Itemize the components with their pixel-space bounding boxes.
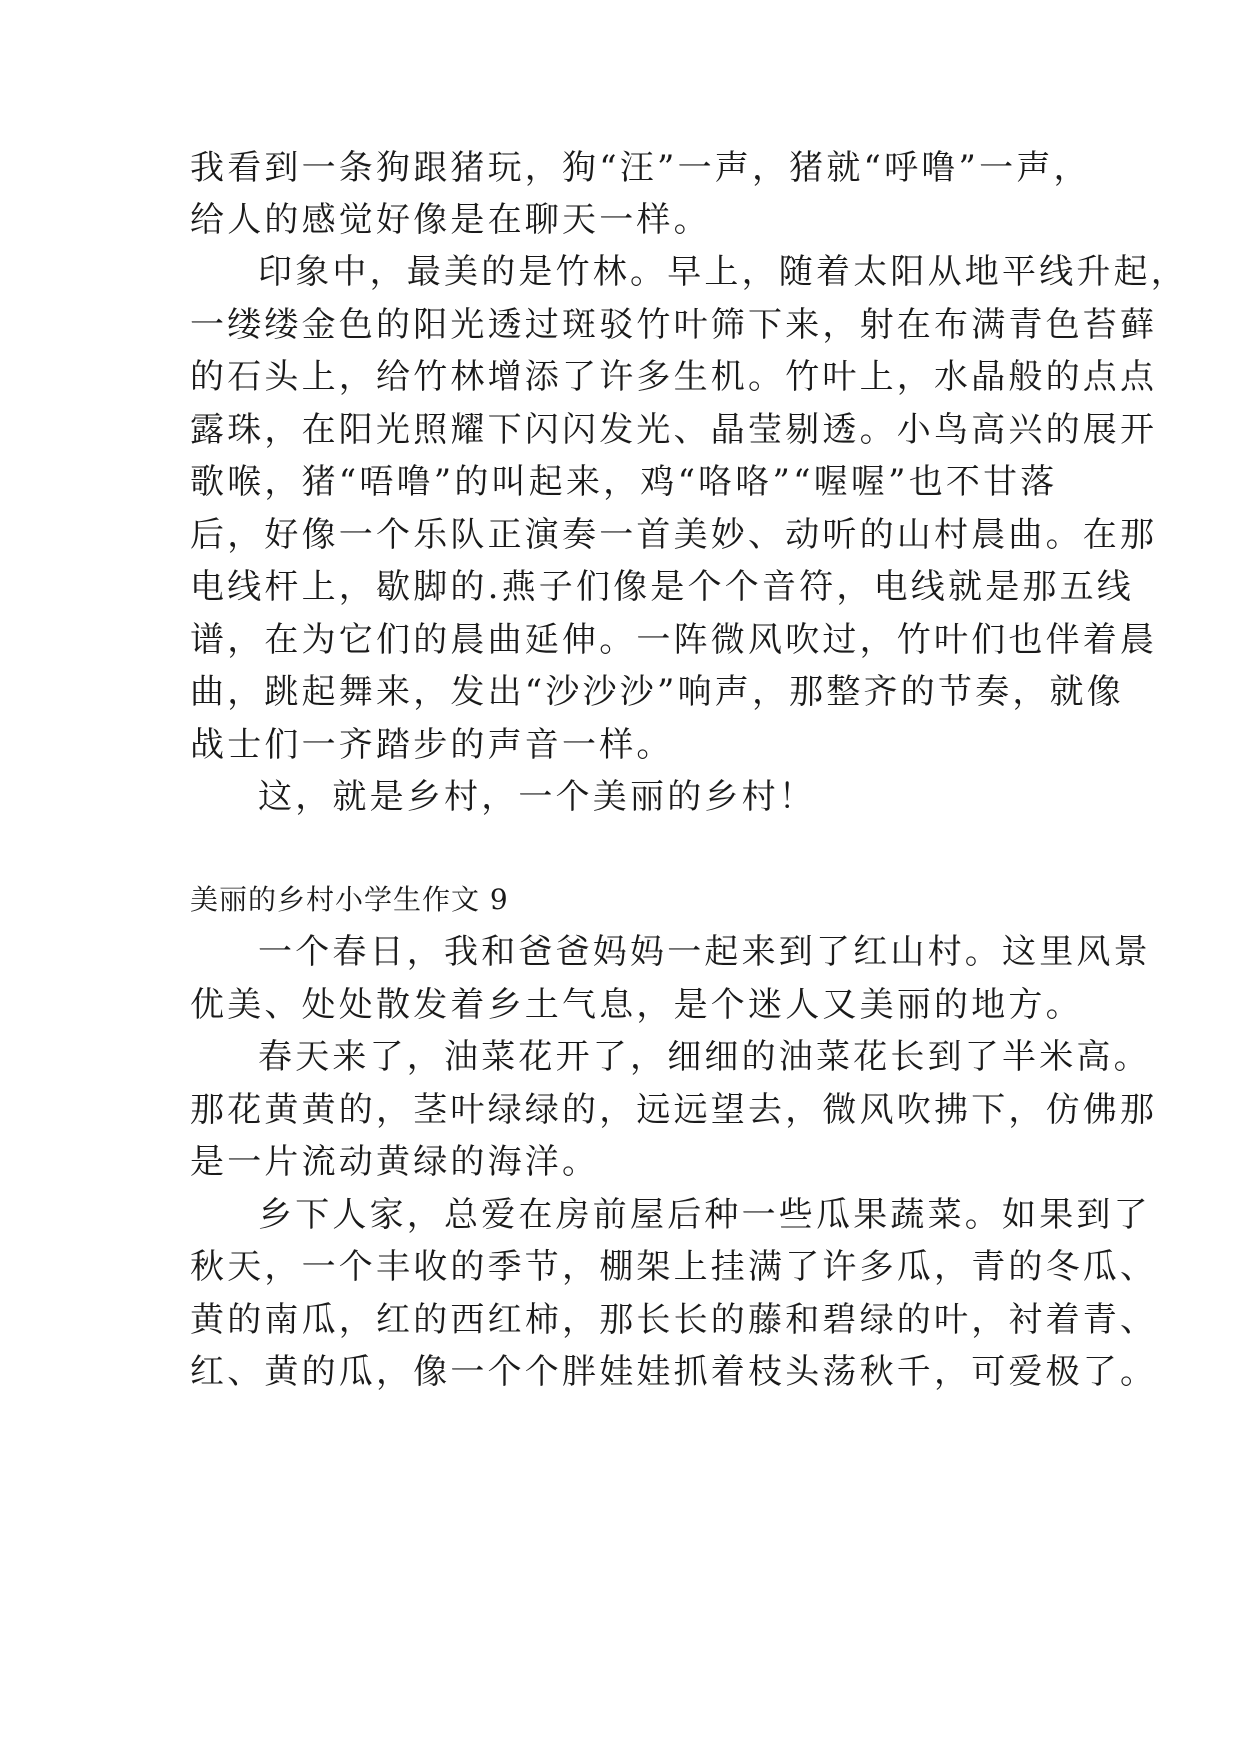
paragraph-line: 一缕缕金色的阳光透过斑驳竹叶筛下来，射在布满青色苔藓: [190, 305, 1158, 345]
paragraph-line: 这，就是乡村，一个美丽的乡村！: [258, 777, 816, 817]
paragraph-line: 黄的南瓜，红的西红柿，那长长的藤和碧绿的叶，衬着青、: [190, 1300, 1158, 1340]
paragraph-line: 印象中，最美的是竹林。早上，随着太阳从地平线升起，: [258, 252, 1188, 292]
section-title: 美丽的乡村小学生作文 9: [190, 883, 509, 916]
paragraph-line: 秋天，一个丰收的季节，棚架上挂满了许多瓜，青的冬瓜、: [190, 1247, 1158, 1287]
paragraph-line: 我看到一条狗跟猪玩，狗“汪”一声，猪就“呼噜”一声，: [190, 148, 1091, 188]
paragraph-line: 优美、处处散发着乡土气息，是个迷人又美丽的地方。: [190, 985, 1083, 1025]
paragraph-line: 战士们一齐踏步的声音一样。: [190, 725, 674, 765]
paragraph-line: 春天来了，油菜花开了，细细的油菜花长到了半米高。: [258, 1037, 1151, 1077]
paragraph-line: 歌喉，猪“唔噜”的叫起来，鸡“咯咯”“喔喔”也不甘落: [190, 462, 1058, 502]
paragraph-line: 给人的感觉好像是在聊天一样。: [190, 200, 711, 240]
paragraph-line: 一个春日，我和爸爸妈妈一起来到了红山村。这里风景: [258, 932, 1151, 972]
paragraph-line: 谱，在为它们的晨曲延伸。一阵微风吹过，竹叶们也伴着晨: [190, 620, 1158, 660]
paragraph-line: 露珠，在阳光照耀下闪闪发光、晶莹剔透。小鸟高兴的展开: [190, 410, 1158, 450]
paragraph-line: 曲，跳起舞来，发出“沙沙沙”响声，那整齐的节奏，就像: [190, 672, 1124, 712]
paragraph-line: 那花黄黄的，茎叶绿绿的，远远望去，微风吹拂下，仿佛那: [190, 1090, 1158, 1130]
paragraph-line: 红、黄的瓜，像一个个胖娃娃抓着枝头荡秋千，可爱极了。: [190, 1352, 1158, 1392]
paragraph-line: 电线杆上，歇脚的.燕子们像是个个音符，电线就是那五线: [190, 567, 1135, 607]
paragraph-line: 的石头上，给竹林增添了许多生机。竹叶上，水晶般的点点: [190, 357, 1158, 397]
paragraph-line: 后，好像一个乐队正演奏一首美妙、动听的山村晨曲。在那: [190, 515, 1158, 555]
paragraph-line: 乡下人家，总爱在房前屋后种一些瓜果蔬菜。如果到了: [258, 1195, 1151, 1235]
paragraph-line: 是一片流动黄绿的海洋。: [190, 1142, 600, 1182]
